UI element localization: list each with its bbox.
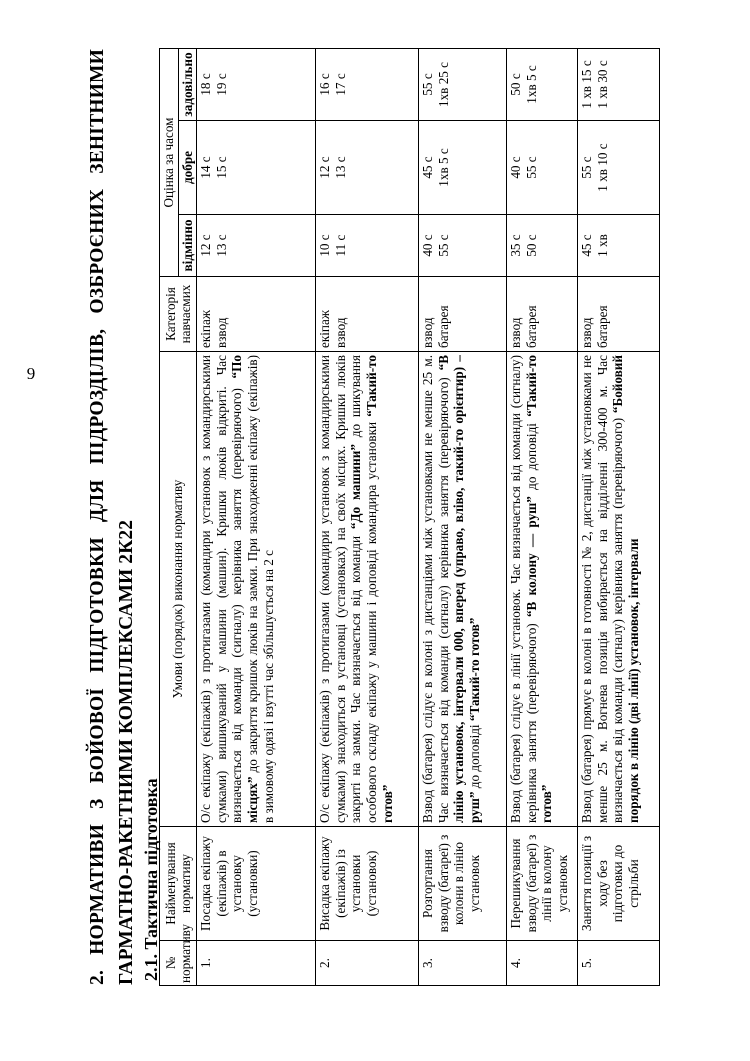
row-category: взвод батарея bbox=[578, 277, 660, 352]
header-category: Категорія навчаємих bbox=[160, 277, 197, 352]
row-conditions: Взвод (батарея) слідує в колоні з дистанціями між установками не менше 25 м. Час визначається від команди (сигналу) керівника заняття (перевіряючого) “В лінію установок, інтервали 000, вперед (управо, вліво, такий-то орієнтир) – руш” до доповіді “Такий-то готов” bbox=[419, 352, 507, 827]
row-good: 40 с 55 с bbox=[507, 121, 578, 215]
row-excellent: 40 с 55 с bbox=[419, 215, 507, 277]
row-excellent: 12 с 13 с bbox=[197, 215, 316, 277]
row-good: 45 с 1хв 5 с bbox=[419, 121, 507, 215]
row-conditions: Взвод (батарея) прямує в колоні в готовності № 2, дистанції між установками не менше 25 м. Вогнева позиція вибирається на відділенні 300-400 м. Час визначається від команди (сигналу) керівника заняття (перевіряючого) “Бойовий порядок в лінію (дві лінії) установок, інтервали bbox=[578, 352, 660, 827]
header-name: Найменування нормативу bbox=[160, 827, 197, 941]
row-good: 14 с 15 с bbox=[197, 121, 316, 215]
table-row bbox=[507, 48, 578, 985]
row-category: екіпаж взвод bbox=[316, 277, 419, 352]
row-name: Висадка екіпажу (екіпажів) із установки (установок) bbox=[316, 827, 419, 941]
header-number: № нормативу bbox=[160, 941, 197, 986]
row-number: 3. bbox=[419, 941, 507, 986]
row-name: Посадка екіпажу (екіпажів) в установку (установки) bbox=[197, 827, 316, 941]
row-excellent: 35 с 50 с bbox=[507, 215, 578, 277]
row-conditions: Взвод (батарея) слідує в лінії установок. Час визначається від команди (сигналу) керівника заняття (перевіряючого) “В колону — руш” до доповіді “Такий-то готов” bbox=[507, 352, 578, 827]
header-good: добре bbox=[178, 121, 197, 215]
row-conditions: О/с екіпажу (екіпажів) з протигазами (командири установок з командирськими сумками) вишикуваний у машини (машин). Кришки люків відкриті. Час визначається від команди (сигналу) керівника заняття (перевіряючого) “По місцях” до закриття кришок люків на замки. При знаходженні екіпажу (екіпажів) в зимовому одязі і взутті час збільшується на 2 с bbox=[197, 352, 316, 827]
row-number: 5. bbox=[578, 941, 660, 986]
header-rating: Оцінка за часом bbox=[160, 48, 179, 276]
table-header-row bbox=[160, 48, 179, 985]
row-category: взвод батарея bbox=[507, 277, 578, 352]
section-heading: 2. НОРМАТИВИ З БОЙОВОЇ ПІДГОТОВКИ ДЛЯ ПІДРОЗДІЛІВ, ОЗБРОЄНИХ ЗЕНІТНИМИ bbox=[87, 49, 108, 985]
row-number: 1. bbox=[197, 941, 316, 986]
row-excellent: 10 с 11 с bbox=[316, 215, 419, 277]
row-excellent: 45 с 1 хв bbox=[578, 215, 660, 277]
table-row bbox=[197, 48, 316, 985]
row-satisfactory: 50 с 1хв 5 с bbox=[507, 48, 578, 120]
row-number: 2. bbox=[316, 941, 419, 986]
row-good: 55 с 1 хв 10 с bbox=[578, 121, 660, 215]
section-heading-continued: ГАРМАТНО-РАКЕТНИМИ КОМПЛЕКСАМИ 2К22 bbox=[116, 519, 137, 985]
standards-table bbox=[159, 48, 660, 986]
row-number: 4. bbox=[507, 941, 578, 986]
row-category: екіпаж взвод bbox=[197, 277, 316, 352]
table-row bbox=[578, 48, 660, 985]
table-row bbox=[316, 48, 419, 985]
row-satisfactory: 18 с 19 с bbox=[197, 48, 316, 120]
header-excellent: відмінно bbox=[178, 215, 197, 277]
row-category: взвод батарея bbox=[419, 277, 507, 352]
table-row bbox=[419, 48, 507, 985]
row-name: Перешикування взводу (батареї) з лінії в колону установок bbox=[507, 827, 578, 941]
subsection-heading: 2.1. Тактична підготовка bbox=[141, 778, 161, 981]
row-satisfactory: 1 хв 15 с 1 хв 30 с bbox=[578, 48, 660, 120]
row-conditions: О/с екіпажу (екіпажів) з протигазами (командири установок з командирськими сумками) знаходиться в установці (установках) на своїх місцях. Кришки люків закриті на замки. Час визначається від команди “До машини” до шикування особового складу екіпажу у машини і доповіді командира установки “Такий-то готов” bbox=[316, 352, 419, 827]
row-name: Розгортання взводу (батареї) з колони в лінію установок bbox=[419, 827, 507, 941]
row-name: Заняття позиції з ходу без підготовки до стрільби bbox=[578, 827, 660, 941]
header-satisfactory: задовільно bbox=[178, 48, 197, 120]
header-conditions: Умови (порядок) виконання нормативу bbox=[160, 352, 197, 827]
page-number: 9 bbox=[26, 364, 36, 383]
row-satisfactory: 16 с 17 с bbox=[316, 48, 419, 120]
row-satisfactory: 55 с 1хв 25 с bbox=[419, 48, 507, 120]
row-good: 12 с 13 с bbox=[316, 121, 419, 215]
